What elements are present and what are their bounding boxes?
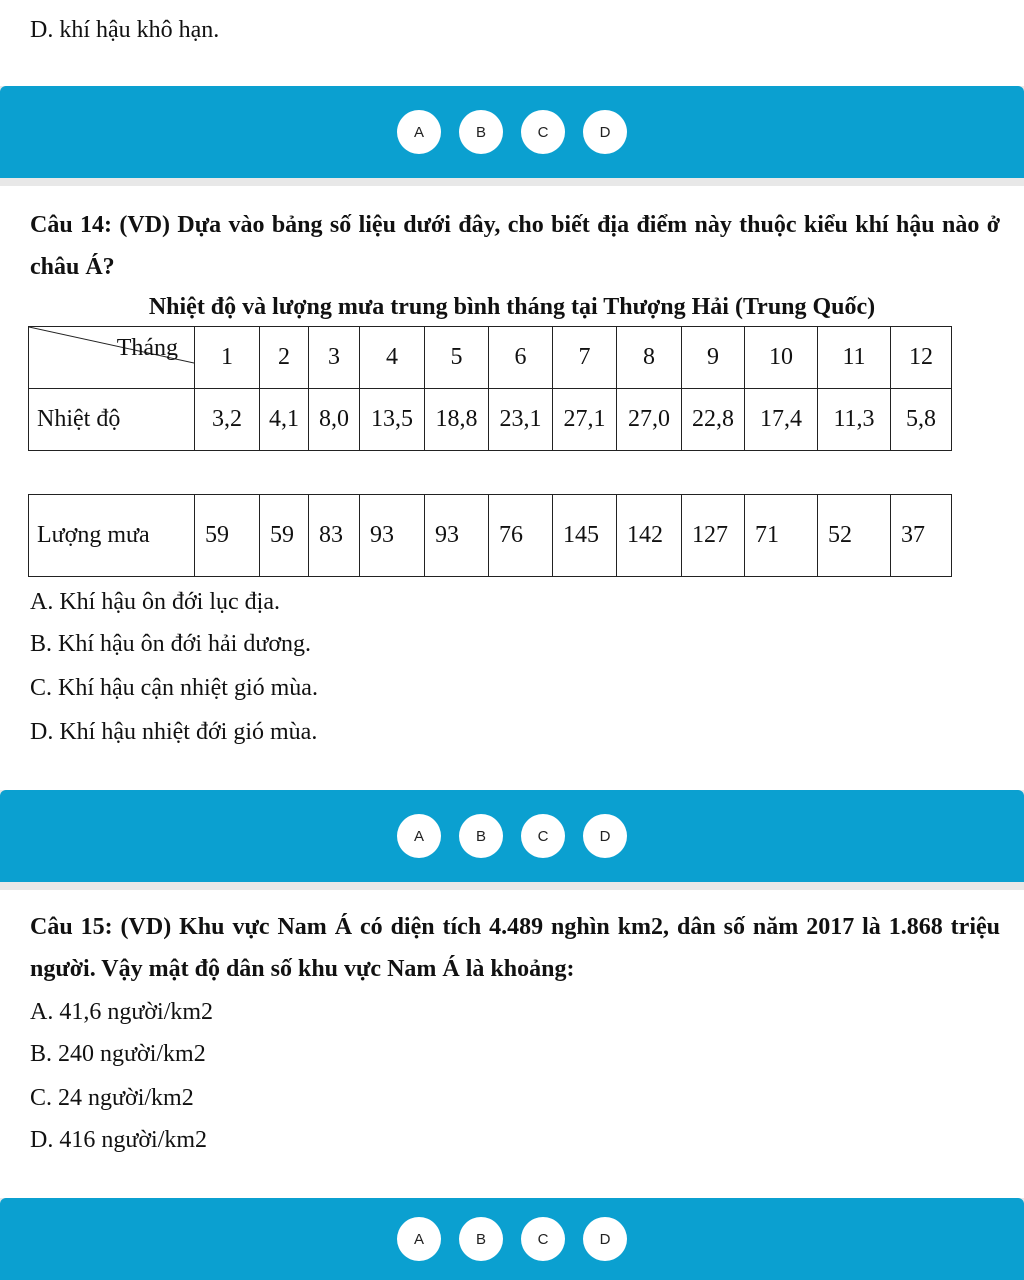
month-header-label: Tháng (116, 335, 178, 361)
temp-row-label: Nhiệt độ (29, 389, 195, 451)
rain-cell: 142 (617, 495, 682, 577)
answer-button-b[interactable]: B (459, 110, 503, 154)
question-card-15 (0, 890, 1024, 1198)
month-cell: 11 (818, 327, 891, 389)
temp-cell: 27,0 (617, 389, 682, 451)
month-cell: 9 (682, 327, 745, 389)
answer-button-d[interactable]: D (583, 814, 627, 858)
month-cell: 6 (489, 327, 553, 389)
temp-cell: 18,8 (425, 389, 489, 451)
answer-button-a[interactable]: A (397, 1217, 441, 1261)
rain-cell: 76 (489, 495, 553, 577)
rain-cell: 59 (195, 495, 260, 577)
month-cell: 7 (553, 327, 617, 389)
answer-button-d[interactable]: D (583, 1217, 627, 1261)
answer-bar-14 (0, 790, 1024, 882)
temp-cell: 17,4 (745, 389, 818, 451)
answer-bar-13 (0, 86, 1024, 178)
q15-question: Câu 15: (VD) Khu vực Nam Á có diện tích 4.489 nghìn km2, dân số năm 2017 là 1.868 triệu người. Vậy mật độ dân số khu vực Nam Á là khoảng: (30, 914, 1000, 982)
temp-cell: 23,1 (489, 389, 553, 451)
rain-row-label: Lượng mưa (29, 495, 195, 577)
q14-table-caption: Nhiệt độ và lượng mưa trung bình tháng tại Thượng Hải (Trung Quốc) (148, 294, 876, 320)
month-cell: 10 (745, 327, 818, 389)
answer-bar-15 (0, 1198, 1024, 1280)
rain-cell: 93 (425, 495, 489, 577)
q14-rainfall-table (28, 494, 952, 577)
rain-cell: 59 (260, 495, 309, 577)
answer-button-d[interactable]: D (583, 110, 627, 154)
rain-cell: 83 (309, 495, 360, 577)
q15-option-d: D. 416 người/km2 (30, 1127, 208, 1153)
q14-question: Câu 14: (VD) Dựa vào bảng số liệu dưới đây, cho biết địa điểm này thuộc kiểu khí hậu nào ở châu Á? (30, 212, 1000, 280)
answer-button-a[interactable]: A (397, 110, 441, 154)
month-cell: 8 (617, 327, 682, 389)
answer-button-c[interactable]: C (521, 110, 565, 154)
month-cell: 12 (891, 327, 952, 389)
temp-cell: 13,5 (360, 389, 425, 451)
answer-button-c[interactable]: C (521, 1217, 565, 1261)
table-corner-cell (29, 327, 195, 389)
rain-cell: 127 (682, 495, 745, 577)
temp-cell: 11,3 (818, 389, 891, 451)
q14-option-a: A. Khí hậu ôn đới lục địa. (30, 589, 280, 615)
q14-option-d: D. Khí hậu nhiệt đới gió mùa. (30, 719, 318, 745)
q14-option-c: C. Khí hậu cận nhiệt gió mùa. (30, 675, 318, 701)
month-cell: 5 (425, 327, 489, 389)
rain-cell: 37 (891, 495, 952, 577)
temp-cell: 4,1 (260, 389, 309, 451)
q14-temperature-table (28, 326, 952, 451)
month-cell: 2 (260, 327, 309, 389)
q15-option-a: A. 41,6 người/km2 (30, 999, 214, 1025)
rain-cell: 52 (818, 495, 891, 577)
month-cell: 3 (309, 327, 360, 389)
rain-cell: 93 (360, 495, 425, 577)
q14-option-b: B. Khí hậu ôn đới hải dương. (30, 631, 312, 657)
question-card-14 (0, 186, 1024, 790)
temp-cell: 8,0 (309, 389, 360, 451)
q15-option-c: C. 24 người/km2 (30, 1085, 194, 1111)
temp-cell: 3,2 (195, 389, 260, 451)
answer-button-b[interactable]: B (459, 1217, 503, 1261)
rain-cell: 71 (745, 495, 818, 577)
temp-cell: 27,1 (553, 389, 617, 451)
q13-option-d: D. khí hậu khô hạn. (30, 17, 220, 43)
question-card-13 (0, 0, 1024, 86)
temp-cell: 22,8 (682, 389, 745, 451)
answer-button-b[interactable]: B (459, 814, 503, 858)
temp-cell: 5,8 (891, 389, 952, 451)
month-cell: 4 (360, 327, 425, 389)
q15-option-b: B. 240 người/km2 (30, 1041, 206, 1067)
month-cell: 1 (195, 327, 260, 389)
answer-button-c[interactable]: C (521, 814, 565, 858)
rain-cell: 145 (553, 495, 617, 577)
answer-button-a[interactable]: A (397, 814, 441, 858)
